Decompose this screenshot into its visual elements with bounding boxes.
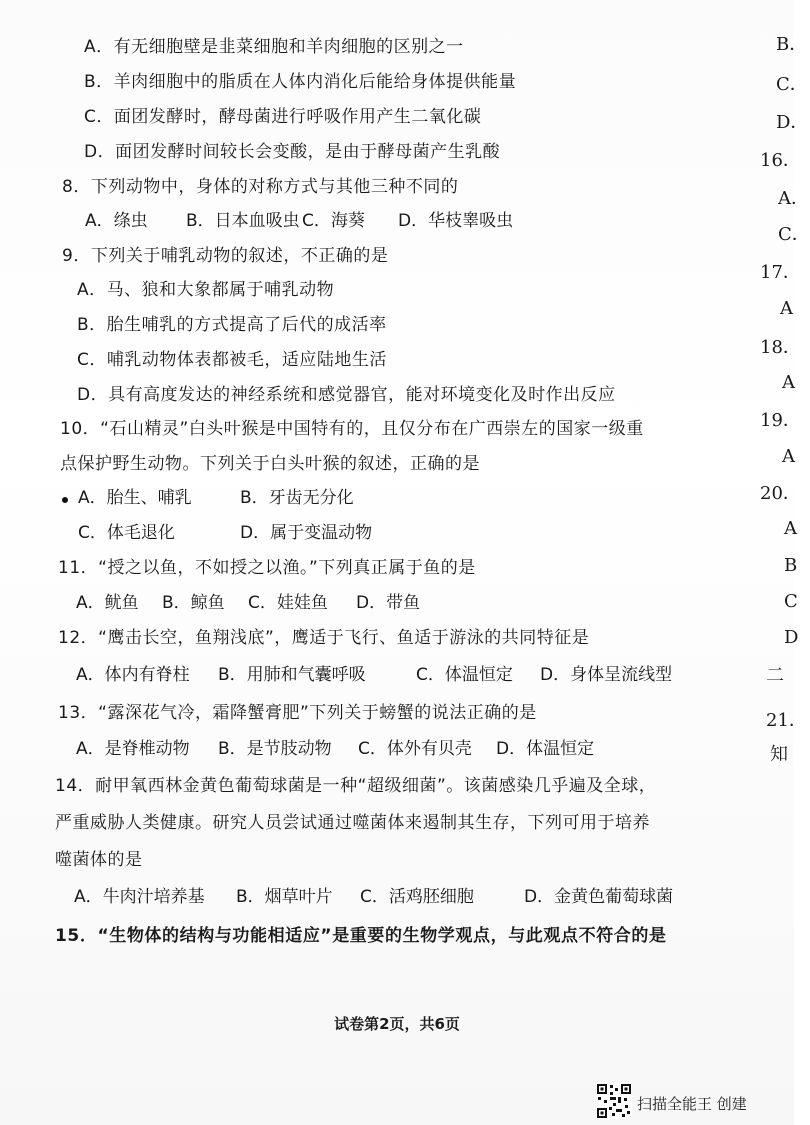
q11-option-b: B．鲸鱼 bbox=[162, 593, 225, 613]
q14-option-a: A．牛肉汁培养基 bbox=[74, 887, 205, 907]
q10-stem-line1: 10．“石山精灵”白头叶猴是中国特有的，且仅分布在广西崇左的国家一级重 bbox=[60, 419, 644, 439]
q8-option-d: D．华枝睾吸虫 bbox=[398, 211, 514, 231]
q13-option-a: A．是脊椎动物 bbox=[76, 739, 190, 759]
right-fragment-9: 18． bbox=[760, 337, 801, 358]
q14-stem-line2: 严重威胁人类健康。研究人员尝试通过噬菌体来遏制其生存，下列可用于培养 bbox=[55, 813, 650, 833]
q12-option-a: A．体内有脊柱 bbox=[76, 665, 190, 685]
qr-code-icon bbox=[596, 1083, 632, 1119]
q13-stem: 13．“露深花气冷，霜降蟹膏肥”下列关于螃蟹的说法正确的是 bbox=[58, 703, 537, 723]
q14-stem-line3: 噬菌体的是 bbox=[55, 850, 143, 870]
right-fragment-16: C bbox=[784, 591, 798, 612]
q15-stem: 15．“生物体的结构与功能相适应”是重要的生物学观点，与此观点不符合的是 bbox=[55, 926, 667, 946]
q12-option-c: C．体温恒定 bbox=[416, 665, 513, 685]
q12-option-b: B．用肺和气囊呼吸 bbox=[218, 665, 366, 685]
right-fragment-17: D bbox=[784, 627, 799, 648]
q7-option-b: B．羊肉细胞中的脂质在人体内消化后能给身体提供能量 bbox=[84, 72, 517, 92]
right-fragment-18: 二 bbox=[766, 665, 784, 686]
q7-option-c: C．面团发酵时，酵母菌进行呼吸作用产生二氧化碳 bbox=[84, 107, 482, 127]
q9-option-c: C．哺乳动物体表都被毛，适应陆地生活 bbox=[77, 350, 387, 370]
q7-option-a: A．有无细胞壁是韭菜细胞和羊肉细胞的区别之一 bbox=[84, 37, 464, 57]
right-fragment-8: A bbox=[780, 298, 793, 319]
q13-option-d: D．体温恒定 bbox=[496, 739, 595, 759]
right-fragment-15: B bbox=[784, 555, 798, 576]
q7-option-d: D．面团发酵时间较长会变酸，是由于酵母菌产生乳酸 bbox=[84, 142, 501, 162]
right-fragment-19: 21． bbox=[766, 710, 807, 731]
q13-option-b: B．是节肢动物 bbox=[218, 739, 332, 759]
q8-option-b: B．日本血吸虫 bbox=[186, 211, 300, 231]
right-fragment-5: A． bbox=[778, 188, 809, 209]
q10-stem-line2: 点保护野生动物。下列关于白头叶猴的叙述，正确的是 bbox=[60, 454, 480, 474]
q10-option-b: B．牙齿无分化 bbox=[240, 488, 354, 508]
scanner-watermark: 扫描全能王 创建 bbox=[637, 1095, 747, 1113]
right-fragment-4: 16． bbox=[760, 150, 801, 171]
right-fragment-10: A bbox=[782, 372, 795, 393]
right-fragment-11: 19． bbox=[760, 410, 801, 431]
right-fragment-13: 20． bbox=[760, 483, 801, 504]
q12-option-d: D．身体呈流线型 bbox=[540, 665, 673, 685]
right-fragment-7: 17． bbox=[760, 262, 801, 283]
q10-option-a: A．胎生、哺乳 bbox=[78, 488, 192, 508]
page-footer: 试卷第2页，共6页 bbox=[334, 1015, 460, 1033]
q9-option-b: B．胎生哺乳的方式提高了后代的成活率 bbox=[77, 315, 387, 335]
right-fragment-6: C． bbox=[778, 224, 810, 245]
q8-option-c: C．海葵 bbox=[302, 211, 365, 231]
right-fragment-12: A bbox=[782, 446, 795, 467]
q11-option-c: C．娃娃鱼 bbox=[248, 593, 328, 613]
q11-option-d: D．带鱼 bbox=[356, 593, 421, 613]
q8-stem: 8．下列动物中，身体的对称方式与其他三种不同的 bbox=[62, 177, 459, 197]
q10-option-d: D．属于变温动物 bbox=[240, 523, 373, 543]
q11-stem: 11．“授之以鱼，不如授之以渔。”下列真正属于鱼的是 bbox=[58, 558, 476, 578]
q13-option-c: C．体外有贝壳 bbox=[358, 739, 472, 759]
right-fragment-1: B． bbox=[776, 34, 808, 55]
q12-stem: 12．“鹰击长空，鱼翔浅底”，鹰适于飞行、鱼适于游泳的共同特征是 bbox=[58, 628, 590, 648]
q8-option-a: A．绦虫 bbox=[85, 211, 148, 231]
q9-option-a: A．马、狼和大象都属于哺乳动物 bbox=[77, 280, 335, 300]
q14-option-b: B．烟草叶片 bbox=[236, 887, 333, 907]
q9-stem: 9．下列关于哺乳动物的叙述，不正确的是 bbox=[62, 246, 389, 266]
right-fragment-2: C． bbox=[776, 74, 808, 95]
right-fragment-3: D． bbox=[776, 112, 809, 133]
right-fragment-14: A bbox=[784, 518, 797, 539]
q10-option-c: C．体毛退化 bbox=[78, 523, 175, 543]
q14-option-c: C．活鸡胚细胞 bbox=[360, 887, 474, 907]
q11-option-a: A．鱿鱼 bbox=[76, 593, 139, 613]
right-fragment-20: 知 bbox=[770, 744, 788, 765]
q9-option-d: D．具有高度发达的神经系统和感觉器官，能对环境变化及时作出反应 bbox=[77, 385, 616, 405]
q14-stem-line1: 14．耐甲氧西林金黄色葡萄球菌是一种“超级细菌”。该菌感染几乎遍及全球， bbox=[55, 776, 657, 796]
q14-option-d: D．金黄色葡萄球菌 bbox=[524, 887, 674, 907]
scan-speck bbox=[62, 497, 68, 503]
